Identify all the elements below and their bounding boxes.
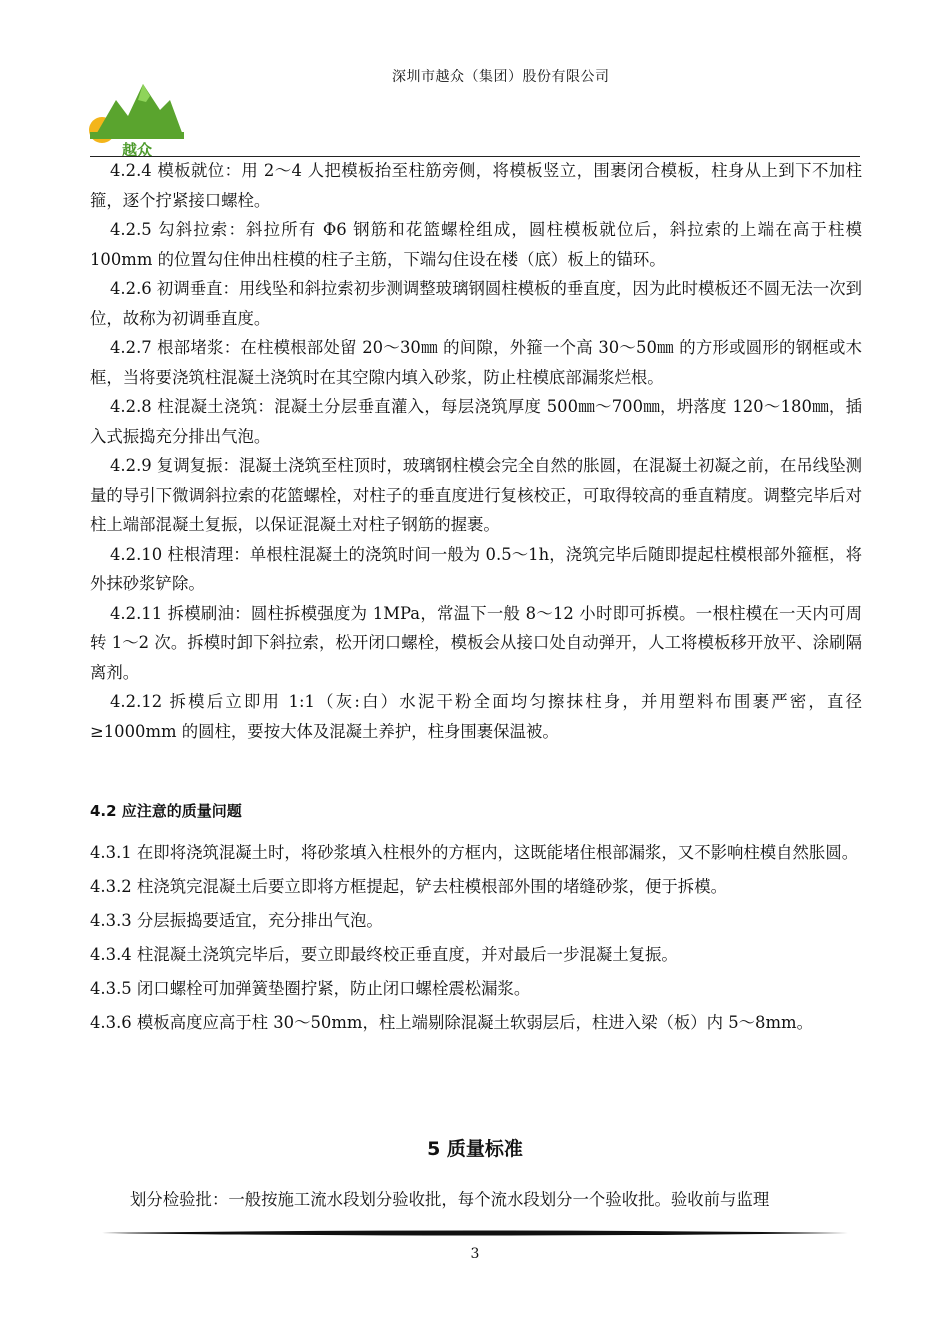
section-5-paragraph: 划分检验批：一般按施工流水段划分验收批，每个流水段划分一个验收批。验收前与监理 (130, 1190, 770, 1209)
paragraph-4-2-4: 4.2.4 模板就位：用 2～4 人把模板抬至柱筋旁侧，将模板竖立，围裹闭合模板，柱身从上到下不加柱箍，逐个拧紧接口螺栓。 (90, 161, 862, 210)
paragraph-4-2-5: 4.2.5 勾斜拉索：斜拉所有 Φ6 钢筋和花篮螺栓组成，圆柱模板就位后，斜拉索的上端在高于柱模 100mm 的位置勾住伸出柱模的柱子主筋，下端勾住设在楼（底）板上的锚环。 (90, 220, 862, 269)
paragraph-4-2-11: 4.2.11 拆模刷油：圆柱拆模强度为 1MPa，常温下一般 8～12 小时即可拆模。一根柱模在一天内可周转 1～2 次。拆模时卸下斜拉索，松开闭口螺栓，模板会从接口处自动弹开，人工将模板移开放平、涂刷隔离剂。 (90, 603, 862, 682)
company-name: 深圳市越众（集团）股份有限公司 (392, 69, 610, 85)
company-logo (88, 78, 186, 158)
paragraph-4-2-8: 4.2.8 柱混凝土浇筑：混凝土分层垂直灌入，每层浇筑厚度 500㎜～700㎜，坍落度 120～180㎜，插入式振捣充分排出气泡。 (90, 397, 862, 446)
quality-item-4-3-1: 4.3.1 在即将浇筑混凝土时，将砂浆填入柱根外的方框内，这既能堵住根部漏浆，又不影响柱模自然胀圆。 (90, 843, 859, 862)
paragraph-4-2-6: 4.2.6 初调垂直：用线坠和斜拉索初步测调整玻璃钢圆柱模板的垂直度，因为此时模板还不圆无法一次到位，故称为初调垂直度。 (90, 279, 862, 328)
quality-issues-list (90, 836, 862, 1040)
logo-base (90, 132, 184, 139)
logo-text: 越众 (121, 141, 153, 158)
quality-item-4-3-5: 4.3.5 闭口螺栓可加弹簧垫圈拧紧，防止闭口螺栓震松漏浆。 (90, 979, 531, 998)
page-number: 3 (470, 1246, 480, 1262)
paragraph-4-2-9: 4.2.9 复调复振：混凝土浇筑至柱顶时，玻璃钢柱模会完全自然的胀圆，在混凝土初凝之前，在吊线坠测量的导引下微调斜拉索的花篮螺栓，对柱子的垂直度进行复核校正，可取得较高的垂直精度。调整完毕后对柱上端部混凝土复振，以保证混凝土对柱子钢筋的握裹。 (90, 456, 862, 534)
quality-item-4-3-6: 4.3.6 模板高度应高于柱 30～50mm，柱上端剔除混凝土软弱层后，柱进入梁（板）内 5～8mm。 (90, 1013, 813, 1032)
quality-item-4-3-3: 4.3.3 分层振捣要适宜，充分排出气泡。 (90, 911, 383, 930)
footer-rule (102, 1228, 848, 1238)
paragraph-4-2-7: 4.2.7 根部堵浆：在柱模根部处留 20～30㎜ 的间隙，外箍一个高 30～50㎜ 的方形或圆形的钢框或木框，当将要浇筑柱混凝土浇筑时在其空隙内填入砂浆，防止柱模底部漏浆烂根。 (90, 338, 862, 387)
section-heading-5: 5 质量标准 (427, 1138, 523, 1160)
paragraph-4-2-10: 4.2.10 柱根清理：单根柱混凝土的浇筑时间一般为 0.5～1h，浇筑完毕后随即提起柱模根部外箍框，将外抹砂浆铲除。 (90, 544, 862, 593)
quality-item-4-3-2: 4.3.2 柱浇筑完混凝土后要立即将方框提起，铲去柱模根部外围的堵缝砂浆，便于拆模。 (90, 877, 727, 896)
logo-mountain (94, 84, 184, 138)
paragraph-4-2-12: 4.2.12 拆模后立即用 1:1（灰:白）水泥干粉全面均匀擦抹柱身，并用塑料布围裹严密，直径≥1000mm 的圆柱，要按大体及混凝土养护，柱身围裹保温被。 (90, 692, 862, 741)
quality-item-4-3-4: 4.3.4 柱混凝土浇筑完毕后，要立即最终校正垂直度，并对最后一步混凝土复振。 (90, 945, 678, 964)
procedure-body (90, 156, 862, 746)
section-heading-quality-issues: 4.2 应注意的质量问题 (90, 802, 242, 820)
